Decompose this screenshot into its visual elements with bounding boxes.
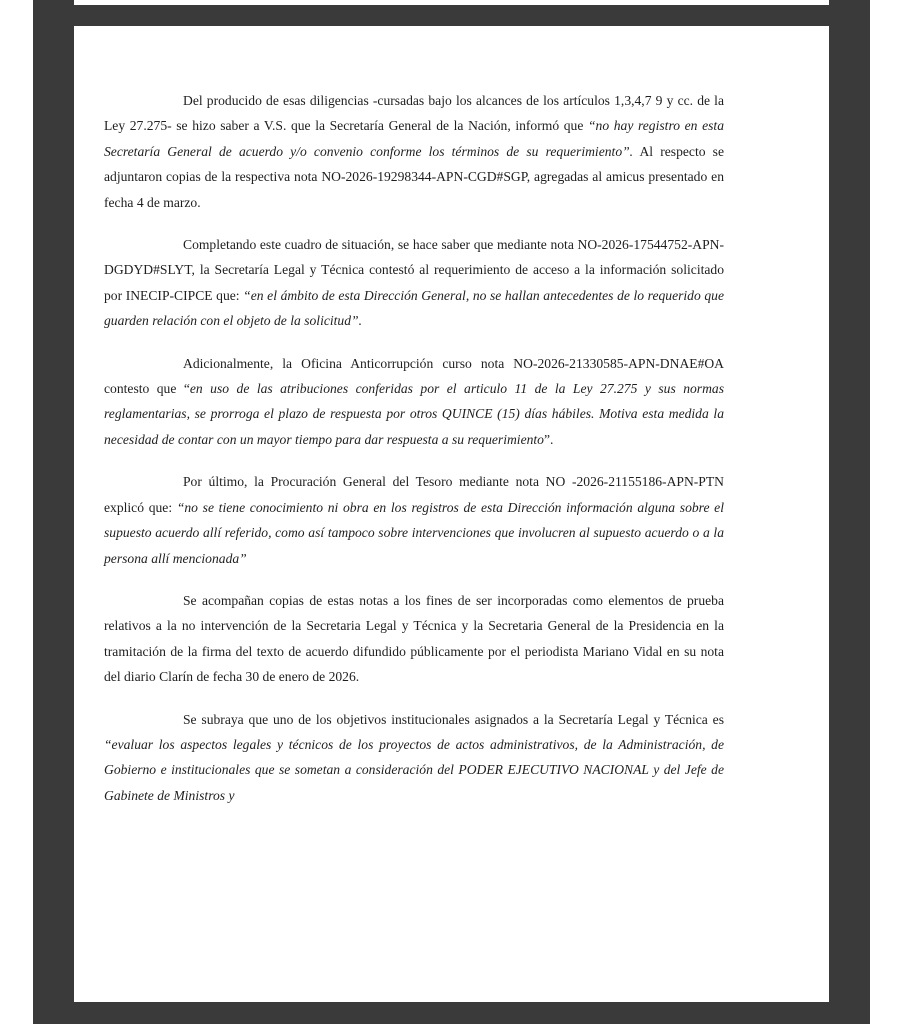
paragraph-text: Del producido de esas diligencias -cursadas bajo los alcances de los artículos 1,3,4,7 9 y cc. de la Ley 27.275- se hizo saber a V.S. que la Secretaría General de la Nación, informó que bbox=[104, 93, 724, 134]
previous-page-edge bbox=[74, 0, 829, 5]
quoted-text: “evaluar los aspectos legales y técnicos de los proyectos de actos administrativos, de la Administración, de Gobierno e institucionales que se sometan a consideración del PODER EJECUTIVO NACIONAL y del Jefe de Gabinete de Ministros y bbox=[104, 736, 724, 803]
paragraph-text: Adicionalmente, la Oficina Anticorrupción curso nota NO-2026-21330585-APN-DNAE#OA contesto que “ bbox=[104, 355, 724, 397]
paragraph-text: Completando este cuadro de situación, se hace saber que mediante nota NO-2026-17544752-APN-DGDYD#SLYT, la Secretaría Legal y Técnica contestó al requerimiento de acceso a la información solicitado por INECIP-CIPCE que: bbox=[104, 237, 724, 303]
quoted-text: “no se tiene conocimiento ni obra en los registros de esta Dirección información alguna sobre el supuesto acuerdo allí referido, como así tampoco sobre intervenciones que involucren al supuesto acuerdo o a la persona allí mencionada” bbox=[104, 499, 724, 566]
document-paragraph bbox=[104, 351, 724, 453]
paragraph-text: Por último, la Procuración General del Tesoro mediante nota NO -2026-21155186-APN-PTN explicó que: bbox=[104, 474, 724, 515]
document-paragraph bbox=[104, 707, 724, 809]
document-paragraph bbox=[104, 588, 724, 690]
paragraph-text: Se acompañan copias de estas notas a los fines de ser incorporadas como elementos de prueba relativos a la no intervención de la Secretaria Legal y Técnica y la Secretaria General de la Presidencia en la tramitación de la firma del texto de acuerdo difundido públicamente por el periodista Mariano Vidal en su nota del diario Clarín de fecha 30 de enero de 2026. bbox=[104, 592, 724, 685]
quoted-text: “no hay registro en esta Secretaría General de acuerdo y/o convenio conforme los términos de su requerimiento”. bbox=[104, 118, 724, 159]
document-paragraph bbox=[104, 88, 724, 215]
paragraph-text: Al respecto se adjuntaron copias de la respectiva nota NO-2026-19298344-APN-CGD#SGP, agregadas al amicus presentado en fecha 4 de marzo. bbox=[104, 143, 724, 210]
quoted-text: en uso de las atribuciones conferidas por el articulo 11 de la Ley 27.275 y sus normas reglamentarias, se prorroga el plazo de respuesta por otros QUINCE (15) días hábiles. Motiva esta medida la necesidad de contar con un mayor tiempo para dar respuesta a su requerimiento bbox=[104, 381, 724, 447]
quoted-text: “en el ámbito de esta Dirección General, no se hallan antecedentes de lo requerido que guarden relación con el objeto de la solicitud”. bbox=[104, 287, 724, 329]
paragraph-text: ”. bbox=[543, 431, 554, 447]
document-body bbox=[104, 88, 724, 825]
paragraph-text: Se subraya que uno de los objetivos institucionales asignados a la Secretaría Legal y Técnica es bbox=[183, 711, 724, 727]
document-paragraph bbox=[104, 469, 724, 571]
document-paragraph bbox=[104, 232, 724, 334]
